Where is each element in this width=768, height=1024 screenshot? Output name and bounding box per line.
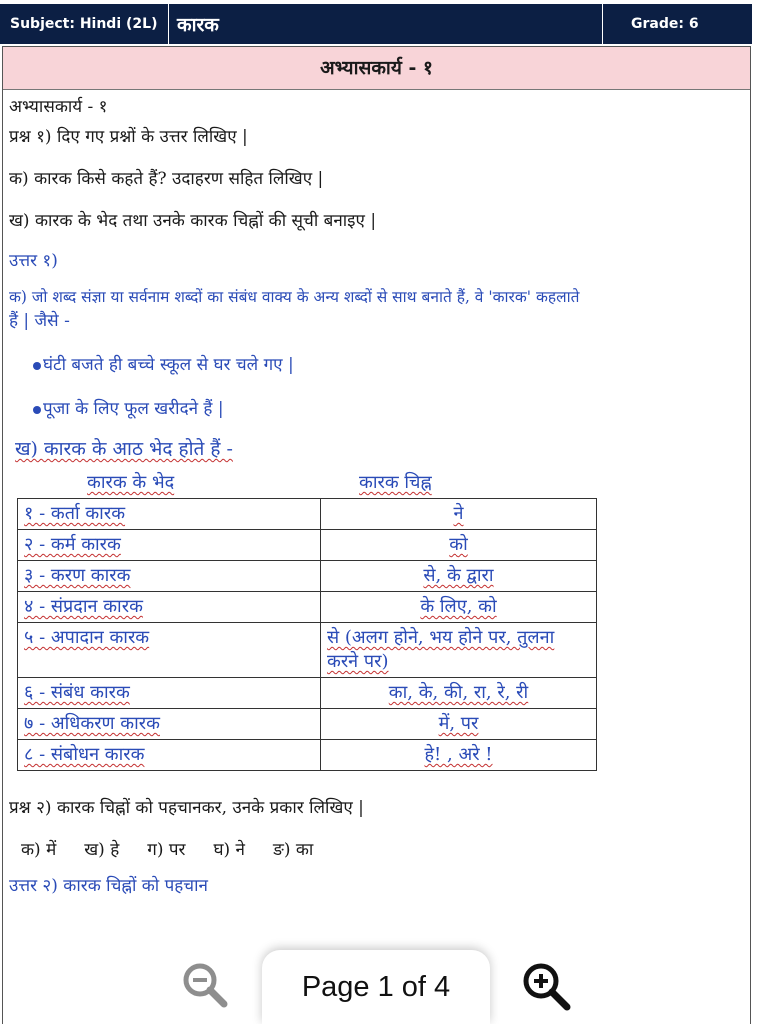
karak-marker: के लिए, को — [321, 592, 597, 623]
option-item: घ) ने — [213, 840, 245, 860]
table-row — [18, 740, 597, 771]
page-content — [3, 90, 750, 901]
column-header-types: कारक के भेद — [87, 472, 175, 493]
grade-label: Grade: 6 — [602, 4, 752, 44]
answer-1a-line1: क) जो शब्द संज्ञा या सर्वनाम शब्दों का संबंध वाक्य के अन्य शब्दों से साथ बनाते हैं, वे 'कारक' कहलाते — [9, 288, 580, 306]
table-column-headers — [9, 470, 744, 494]
option-item: ङ) का — [273, 840, 314, 860]
question-1b: ख) कारक के भेद तथा उनके कारक चिह्नों की सूची बनाइए | — [9, 211, 377, 231]
karak-type: ६ - संबंध कारक — [18, 678, 321, 709]
document-page — [2, 46, 751, 1024]
page-indicator-text: Page 1 of 4 — [301, 970, 451, 1003]
table-row — [18, 678, 597, 709]
karak-marker: से (अलग होने, भय होने पर, तुलना करने पर) — [321, 623, 597, 678]
karak-marker: का, के, की, रा, रे, री — [321, 678, 597, 709]
table-row — [18, 709, 597, 740]
karak-type: ५ - अपादान कारक — [18, 623, 321, 678]
karak-type: २ - कर्म कारक — [18, 530, 321, 561]
karak-marker: से, के द्वारा — [321, 561, 597, 592]
karak-type: ४ - संप्रदान कारक — [18, 592, 321, 623]
answer-1-heading: उत्तर १) — [9, 251, 58, 271]
table-row — [18, 561, 597, 592]
karak-marker: को — [321, 530, 597, 561]
karak-marker: ने — [321, 499, 597, 530]
question-1a: क) कारक किसे कहते हैं? उदाहरण सहित लिखिए | — [9, 169, 324, 189]
karak-marker: में, पर — [321, 709, 597, 740]
karak-type: ३ - करण कारक — [18, 561, 321, 592]
topic-title: कारक — [168, 4, 602, 44]
exercise-heading: अभ्यासकार्य - १ — [9, 97, 108, 117]
table-row — [18, 623, 597, 678]
column-header-markers: कारक चिह्न — [359, 472, 432, 493]
question-1: प्रश्न १) दिए गए प्रश्नों के उत्तर लिखिए | — [9, 127, 248, 147]
option-item: क) में — [21, 840, 57, 860]
table-row — [18, 499, 597, 530]
document-header — [0, 4, 752, 44]
question-2-options — [9, 839, 744, 861]
karak-table — [17, 498, 597, 771]
karak-marker: हे! , अरे ! — [321, 740, 597, 771]
answer-2-heading: उत्तर २) कारक चिह्नों को पहचान — [9, 876, 208, 896]
answer-1b-heading: ख) कारक के आठ भेद होते हैं - — [15, 438, 233, 460]
zoom-in-button[interactable] — [518, 958, 574, 1014]
karak-type: ७ - अधिकरण कारक — [18, 709, 321, 740]
example-item: घंटी बजते ही बच्चे स्कूल से घर चले गए | — [9, 354, 744, 376]
karak-type: ८ - संबोधन कारक — [18, 740, 321, 771]
zoom-out-icon — [178, 958, 230, 1010]
page-indicator — [262, 950, 490, 1024]
option-item: ख) हे — [84, 840, 120, 860]
exercise-title: अभ्यासकार्य - १ — [3, 47, 750, 90]
example-list — [9, 354, 744, 420]
zoom-out-button[interactable] — [178, 958, 230, 1010]
option-item: ग) पर — [147, 840, 186, 860]
table-row — [18, 530, 597, 561]
answer-1a-line2: हैं | जैसे - — [9, 311, 70, 331]
karak-type: १ - कर्ता कारक — [18, 499, 321, 530]
question-2: प्रश्न २) कारक चिह्नों को पहचानकर, उनके प्रकार लिखिए | — [9, 798, 364, 818]
table-row — [18, 592, 597, 623]
example-item: पूजा के लिए फूल खरीदने हैं | — [9, 398, 744, 420]
subject-label: Subject: Hindi (2L) — [10, 16, 158, 32]
zoom-in-icon — [518, 958, 574, 1014]
